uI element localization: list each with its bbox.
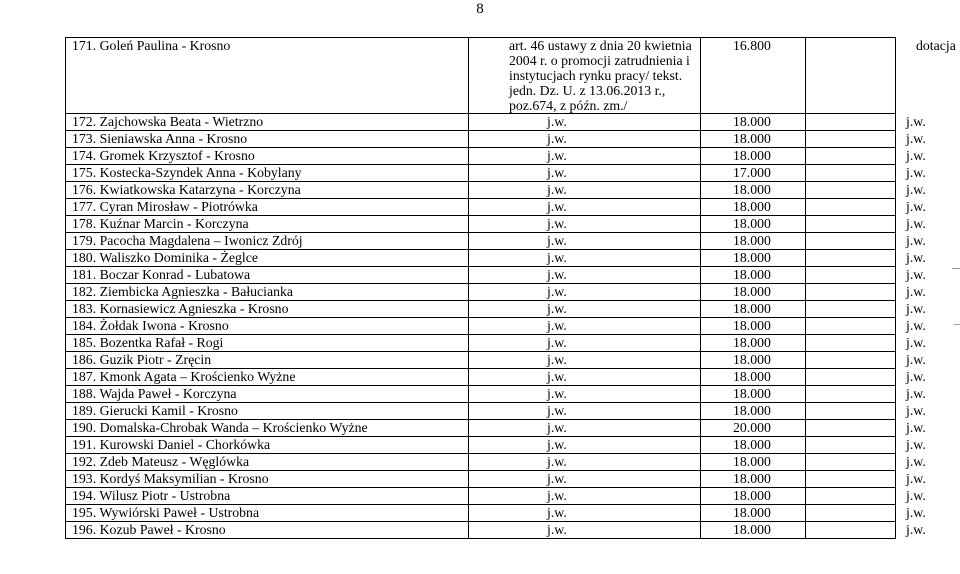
recipient-cell: 196. Kozub Paweł - Krosno	[66, 522, 469, 539]
legal-basis-cell: j.w.	[469, 199, 701, 216]
recipient-cell: 185. Bozentka Rafał - Rogi	[66, 335, 469, 352]
legal-basis-cell: art. 46 ustawy z dnia 20 kwietnia 2004 r. o promocji zatrudnienia i instytucjach rynku pracy/ tekst. jedn. Dz. U. z 13.06.2013 r., poz.674, z późn. zm./	[469, 38, 701, 114]
amount-cell: 18.000	[701, 488, 806, 505]
recipient-cell: 187. Kmonk Agata – Krościenko Wyżne	[66, 369, 469, 386]
type-cell: j.w.	[806, 335, 896, 352]
amount-cell: 16.800	[701, 38, 806, 114]
recipient-cell: 189. Gierucki Kamil - Krosno	[66, 403, 469, 420]
table-row	[66, 352, 896, 369]
type-cell: j.w.	[806, 165, 896, 182]
table-row	[66, 318, 896, 335]
recipient-cell: 186. Guzik Piotr - Zręcin	[66, 352, 469, 369]
amount-cell: 18.000	[701, 505, 806, 522]
legal-basis-cell: j.w.	[469, 488, 701, 505]
legal-basis-cell: j.w.	[469, 403, 701, 420]
type-cell: j.w.	[806, 369, 896, 386]
table-row	[66, 335, 896, 352]
legal-basis-cell: j.w.	[469, 386, 701, 403]
type-cell: j.w.	[806, 488, 896, 505]
legal-basis-cell: j.w.	[469, 505, 701, 522]
amount-cell: 18.000	[701, 352, 806, 369]
grants-table-body	[66, 38, 956, 539]
recipient-cell: 180. Waliszko Dominika - Żeglce	[66, 250, 469, 267]
type-cell: j.w.	[806, 131, 896, 148]
legal-basis-cell: j.w.	[469, 522, 701, 539]
legal-basis-cell: j.w.	[469, 165, 701, 182]
table-row	[66, 471, 896, 488]
recipient-cell: 177. Cyran Mirosław - Piotrówka	[66, 199, 469, 216]
amount-cell: 18.000	[701, 437, 806, 454]
table-row	[66, 267, 896, 284]
amount-cell: 18.000	[701, 114, 806, 131]
recipient-cell: 191. Kurowski Daniel - Chorkówka	[66, 437, 469, 454]
amount-cell: 18.000	[701, 284, 806, 301]
recipient-cell: 182. Ziembicka Agnieszka - Bałucianka	[66, 284, 469, 301]
type-cell: j.w.	[806, 352, 896, 369]
amount-cell: 18.000	[701, 403, 806, 420]
table-row	[66, 131, 896, 148]
legal-basis-cell: j.w.	[469, 250, 701, 267]
type-cell: j.w.	[806, 216, 896, 233]
scan-edge-mark	[952, 268, 960, 269]
legal-basis-cell: j.w.	[469, 437, 701, 454]
legal-basis-cell: j.w.	[469, 182, 701, 199]
table-row	[66, 437, 896, 454]
table-row	[66, 233, 896, 250]
legal-basis-cell: j.w.	[469, 267, 701, 284]
amount-cell: 18.000	[701, 182, 806, 199]
type-cell: j.w.	[806, 250, 896, 267]
recipient-cell: 179. Pacocha Magdalena – Iwonicz Zdrój	[66, 233, 469, 250]
table-row	[66, 369, 896, 386]
table-row	[66, 505, 896, 522]
recipient-cell: 188. Wajda Paweł - Korczyna	[66, 386, 469, 403]
amount-cell: 18.000	[701, 148, 806, 165]
recipient-cell: 193. Kordyś Maksymilian - Krosno	[66, 471, 469, 488]
amount-cell: 18.000	[701, 301, 806, 318]
type-cell: j.w.	[806, 437, 896, 454]
table-row	[66, 284, 896, 301]
type-cell: j.w.	[806, 318, 896, 335]
page-number: 8	[476, 1, 484, 17]
recipient-cell: 184. Żołdak Iwona - Krosno	[66, 318, 469, 335]
table-row	[66, 522, 896, 539]
table-row	[66, 488, 896, 505]
amount-cell: 18.000	[701, 454, 806, 471]
legal-basis-cell: j.w.	[469, 233, 701, 250]
amount-cell: 18.000	[701, 199, 806, 216]
legal-basis-cell: j.w.	[469, 352, 701, 369]
recipient-cell: 192. Zdeb Mateusz - Węglówka	[66, 454, 469, 471]
legal-basis-cell: j.w.	[469, 284, 701, 301]
table-row	[66, 199, 896, 216]
amount-cell: 18.000	[701, 318, 806, 335]
legal-basis-cell: j.w.	[469, 420, 701, 437]
amount-cell: 18.000	[701, 216, 806, 233]
recipient-cell: 175. Kostecka-Szyndek Anna - Kobylany	[66, 165, 469, 182]
recipient-cell: 183. Kornasiewicz Agnieszka - Krosno	[66, 301, 469, 318]
legal-basis-cell: j.w.	[469, 369, 701, 386]
table-row	[66, 386, 896, 403]
type-cell: j.w.	[806, 267, 896, 284]
legal-basis-cell: j.w.	[469, 335, 701, 352]
recipient-cell: 176. Kwiatkowska Katarzyna - Korczyna	[66, 182, 469, 199]
legal-basis-cell: j.w.	[469, 471, 701, 488]
recipient-cell: 190. Domalska-Chrobak Wanda – Krościenko Wyżne	[66, 420, 469, 437]
type-cell: dotacja	[806, 38, 896, 114]
amount-cell: 18.000	[701, 335, 806, 352]
table-row	[66, 148, 896, 165]
type-cell: j.w.	[806, 454, 896, 471]
amount-cell: 18.000	[701, 267, 806, 284]
amount-cell: 20.000	[701, 420, 806, 437]
type-cell: j.w.	[806, 284, 896, 301]
type-cell: j.w.	[806, 505, 896, 522]
table-row	[66, 182, 896, 199]
type-cell: j.w.	[806, 301, 896, 318]
table-row	[66, 165, 896, 182]
type-cell: j.w.	[806, 148, 896, 165]
amount-cell: 18.000	[701, 250, 806, 267]
legal-basis-cell: j.w.	[469, 148, 701, 165]
amount-cell: 18.000	[701, 369, 806, 386]
recipient-cell: 172. Zajchowska Beata - Wietrzno	[66, 114, 469, 131]
table-row	[66, 38, 896, 114]
amount-cell: 18.000	[701, 233, 806, 250]
recipient-cell: 181. Boczar Konrad - Lubatowa	[66, 267, 469, 284]
amount-cell: 18.000	[701, 131, 806, 148]
legal-basis-cell: j.w.	[469, 301, 701, 318]
recipient-cell: 194. Wilusz Piotr - Ustrobna	[66, 488, 469, 505]
type-cell: j.w.	[806, 233, 896, 250]
table-row	[66, 114, 896, 131]
amount-cell: 17.000	[701, 165, 806, 182]
table-row	[66, 250, 896, 267]
type-cell: j.w.	[806, 199, 896, 216]
type-cell: j.w.	[806, 386, 896, 403]
legal-basis-cell: j.w.	[469, 318, 701, 335]
amount-cell: 18.000	[701, 386, 806, 403]
type-cell: j.w.	[806, 471, 896, 488]
grants-table	[65, 37, 956, 539]
type-cell: j.w.	[806, 522, 896, 539]
scan-edge-mark	[954, 324, 960, 325]
table-row	[66, 301, 896, 318]
table-row	[66, 403, 896, 420]
type-cell: j.w.	[806, 182, 896, 199]
recipient-cell: 171. Goleń Paulina - Krosno	[66, 38, 469, 114]
table-row	[66, 420, 896, 437]
table-row	[66, 216, 896, 233]
legal-basis-cell: j.w.	[469, 114, 701, 131]
amount-cell: 18.000	[701, 471, 806, 488]
legal-basis-cell: j.w.	[469, 454, 701, 471]
type-cell: j.w.	[806, 420, 896, 437]
legal-basis-cell: j.w.	[469, 216, 701, 233]
recipient-cell: 174. Gromek Krzysztof - Krosno	[66, 148, 469, 165]
recipient-cell: 178. Kuźnar Marcin - Korczyna	[66, 216, 469, 233]
table-row	[66, 454, 896, 471]
recipient-cell: 173. Sieniawska Anna - Krosno	[66, 131, 469, 148]
type-cell: j.w.	[806, 114, 896, 131]
recipient-cell: 195. Wywiórski Paweł - Ustrobna	[66, 505, 469, 522]
legal-basis-cell: j.w.	[469, 131, 701, 148]
amount-cell: 18.000	[701, 522, 806, 539]
type-cell: j.w.	[806, 403, 896, 420]
